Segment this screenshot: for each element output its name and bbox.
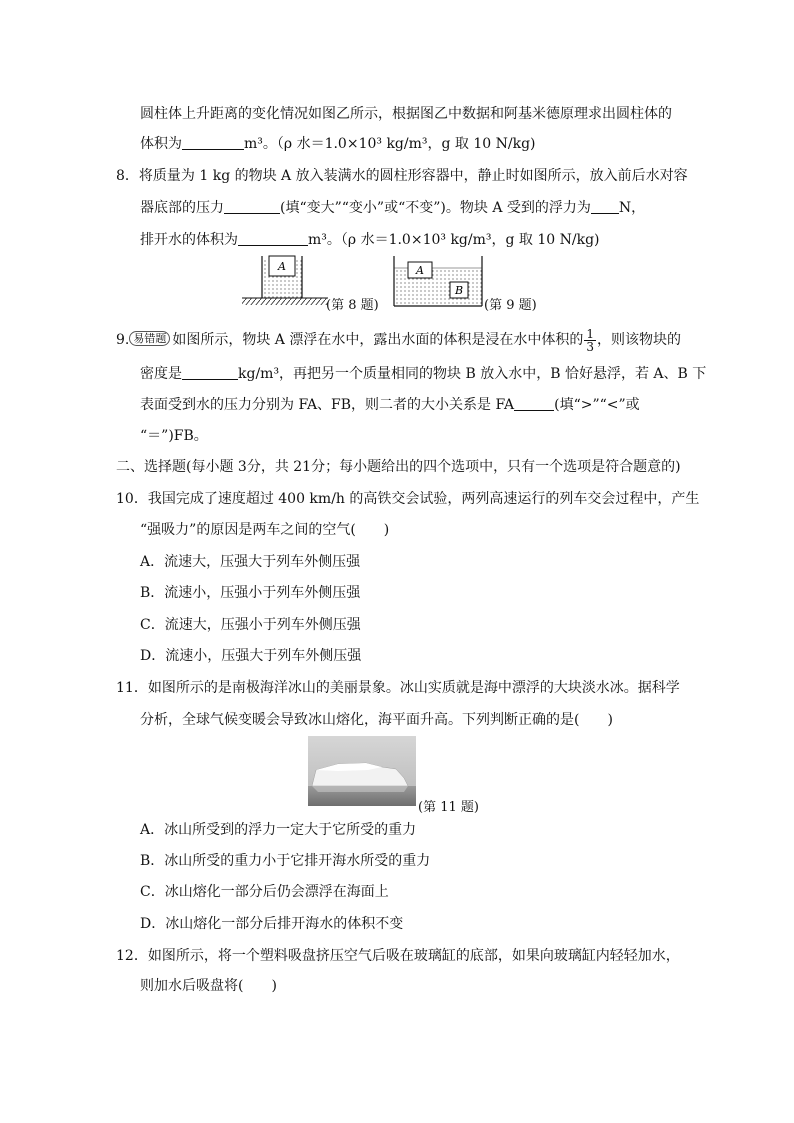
q8-blank-pressure[interactable] — [224, 199, 280, 214]
q10-option-b[interactable]: B．流速小，压强小于列车外侧压强 — [140, 585, 361, 601]
q12-line1: 12．如图所示，将一个塑料吸盘挤压空气后吸在玻璃缸的底部，如果向玻璃缸内轻轻加水， — [116, 948, 680, 964]
q8-label-a: A — [278, 260, 286, 273]
q7-line2-b: m³。（ρ 水＝1.0×10³ kg/m³，g 取 10 N/kg) — [244, 136, 536, 152]
q8-line2-c: N， — [618, 200, 646, 216]
q9-blank-density[interactable] — [182, 365, 238, 380]
q8-line2 — [140, 198, 645, 218]
q8-blank-buoyancy[interactable] — [591, 199, 619, 214]
q11-line1: 11．如图所示的是南极海洋冰山的美丽景象。冰山实质就是海中漂浮的大块淡水冰。据科学 — [116, 680, 680, 696]
q11-option-c[interactable]: C．冰山熔化一部分后仍会漂浮在海面上 — [140, 884, 389, 900]
q7-line1: 圆柱体上升距离的变化情况如图乙所示，根据图乙中数据和阿基米德原理求出圆柱体的 — [140, 106, 672, 122]
q7-answer-blank[interactable] — [182, 135, 244, 150]
q8-line1: 8．将质量为 1 kg 的物块 A 放入装满水的圆柱形容器中，静止时如图所示，放入前后水对容 — [116, 168, 688, 184]
q8-line2-a: 器底部的压力 — [140, 200, 224, 216]
q9-frac-num: 1 — [586, 326, 595, 341]
q8-line3-a: 排开水的体积为 — [140, 232, 238, 248]
q10-option-a[interactable]: A．流速大，压强大于列车外侧压强 — [140, 554, 361, 570]
q9-figure-caption: (第 9 题) — [484, 298, 537, 313]
q9-line2-b: kg/m³，再把另一个质量相同的物块 B 放入水中，B 恰好悬浮，若 A、B 下 — [238, 366, 707, 382]
q9-line4: “＝”)FB。 — [140, 428, 208, 444]
q9-line2-a: 密度是 — [140, 366, 182, 382]
q8-figure — [240, 252, 330, 312]
q9-line2 — [140, 364, 706, 384]
q9-line3 — [140, 395, 640, 415]
q7-line2 — [140, 134, 536, 154]
q9-fraction — [584, 328, 596, 353]
q9-frac-den: 3 — [586, 339, 595, 354]
q9-blank-compare[interactable] — [514, 396, 554, 411]
q9-line1-b: 如图所示，物块 A 漂浮在水中，露出水面的体积是浸在水中体积的 — [172, 332, 584, 348]
q8-line2-b: (填“变大”“变小”或“不变”)。物块 A 受到的浮力为 — [280, 200, 591, 216]
q10-option-d[interactable]: D．流速小，压强大于列车外侧压强 — [140, 648, 362, 664]
q8-line3-b: m³。（ρ 水＝1.0×10³ kg/m³，g 取 10 N/kg) — [308, 232, 600, 248]
q8-blank-volume[interactable] — [238, 231, 308, 246]
q9-line3-a: 表面受到水的压力分别为 FA、FB，则二者的大小关系是 FA — [140, 397, 515, 413]
q10-line2: “强吸力”的原因是两车之间的空气( ) — [140, 522, 390, 538]
q8-line3 — [140, 230, 600, 250]
q8-figure-caption: (第 8 题) — [326, 298, 379, 313]
q9-badge: 易错题 — [129, 331, 170, 346]
q7-line2-a: 体积为 — [140, 136, 182, 152]
q9-line1 — [116, 326, 681, 354]
q11-option-d[interactable]: D．冰山熔化一部分后排开海水的体积不变 — [140, 916, 404, 932]
q9-line3-b: (填“>”“<”或 — [554, 397, 640, 413]
q9-number: 9. — [116, 332, 130, 348]
q11-option-a[interactable]: A．冰山所受到的浮力一定大于它所受的重力 — [140, 822, 417, 838]
q11-line2: 分析，全球气候变暖会导致冰山熔化，海平面升高。下列判断正确的是( ) — [140, 712, 613, 728]
section2-title: 二、选择题(每小题 3分，共 21分；每小题给出的四个选项中，只有一个选项是符合题意的) — [116, 459, 681, 475]
q11-figure-caption: (第 11 题) — [418, 800, 479, 815]
q9-label-a: A — [416, 264, 424, 277]
q9-line1-c: ，则该物块的 — [597, 332, 682, 348]
q12-line2: 则加水后吸盘将( ) — [140, 978, 277, 994]
q10-line1: 10．我国完成了速度超过 400 km/h 的高铁交会试验，两列高速运行的列车交会过程中，产生 — [116, 491, 700, 507]
q10-option-c[interactable]: C．流速大，压强小于列车外侧压强 — [140, 617, 361, 633]
q11-iceberg-photo — [308, 736, 416, 806]
q11-option-b[interactable]: B．冰山所受的重力小于它排开海水所受的重力 — [140, 853, 431, 869]
q9-figure — [388, 254, 488, 310]
q9-label-b: B — [454, 284, 464, 297]
